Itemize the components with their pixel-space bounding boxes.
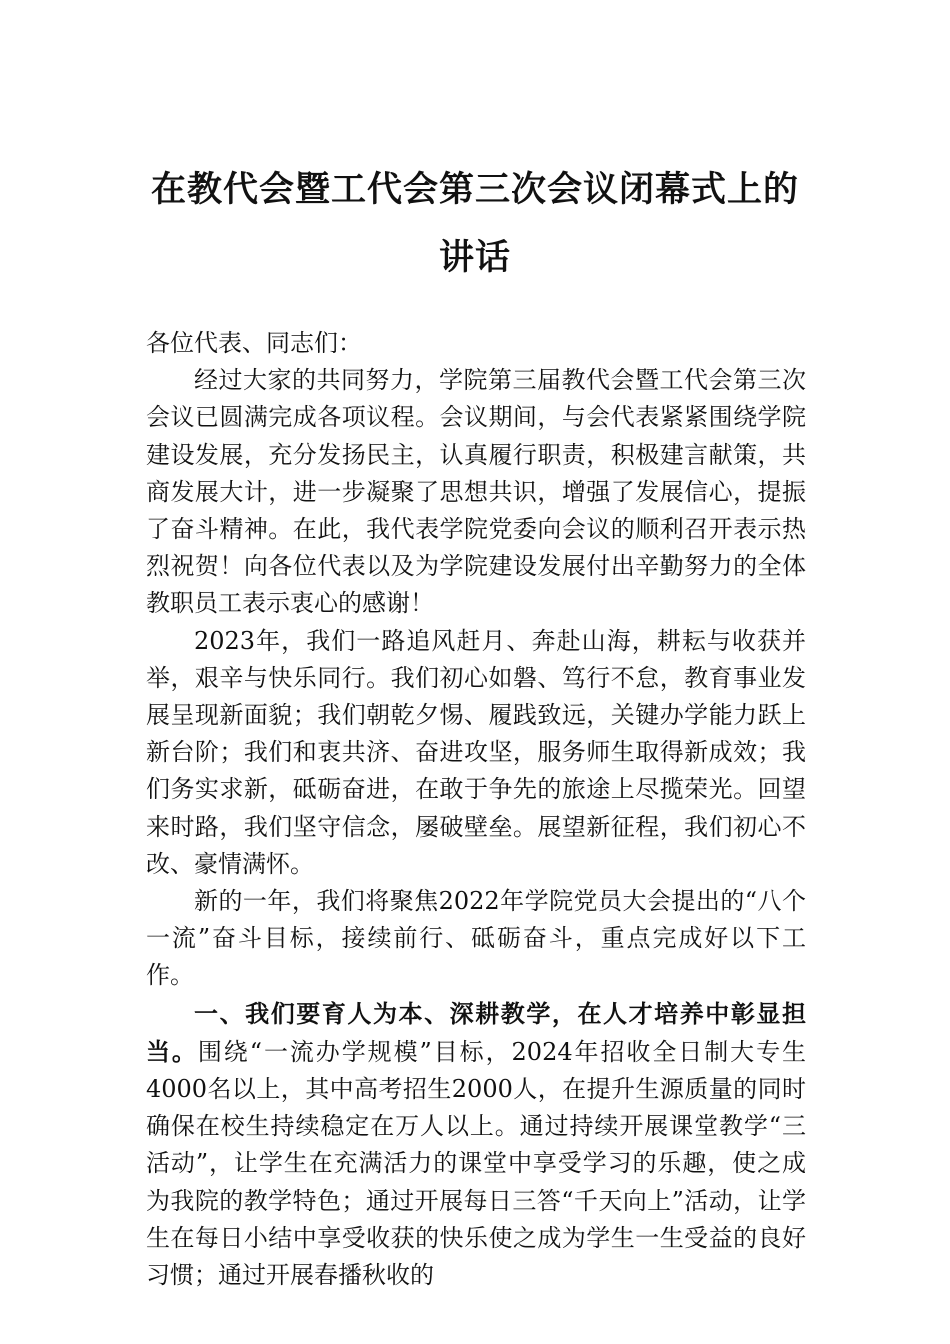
paragraph-new-year: 新的一年，我们将聚焦2022年学院党员大会提出的“八个一流”奋斗目标，接续前行、砥砺奋斗，重点完成好以下工作。 [146, 887, 806, 990]
paragraph-review-2023: 2023年，我们一路追风赶月、奔赴山海，耕耘与收获并举，艰辛与快乐同行。我们初心如磐、笃行不怠，教育事业发展呈现新面貌；我们朝乾夕惕、履践致远，关键办学能力跃上新台阶；我们和衷共济、奋进攻坚，服务师生取得新成效；我们务实求新，砥砺奋进，在敢于争先的旅途上尽揽荣光。回望来时路，我们坚守信念，屡破壁垒。展望新征程，我们初心不改、豪情满怀。 [146, 626, 806, 878]
salutation: 各位代表、同志们： [146, 329, 362, 357]
paragraph-opening: 经过大家的共同努力，学院第三届教代会暨工代会第三次会议已圆满完成各项议程。会议期间，与会代表紧紧围绕学院建设发展，充分发扬民主，认真履行职责，积极建言献策，共商发展大计，进一步凝聚了思想共识，增强了发展信心，提振了奋斗精神。在此，我代表学院党委向会议的顺利召开表示热烈祝贺！向各位代表以及为学院建设发展付出辛勤努力的全体教职员工表示衷心的感谢！ [146, 366, 806, 618]
document-body [146, 325, 806, 1294]
paragraph-section-1 [146, 995, 806, 1295]
document-title-line-2: 讲话 [438, 237, 511, 278]
section-1-text: 围绕“一流办学规模”目标，2024年招收全日制大专生4000名以上，其中高考招生2000人，在提升生源质量的同时确保在校生持续稳定在万人以上。通过持续开展课堂教学“三活动”，让学生在充满活力的课堂中享受学习的乐趣，使之成为我院的教学特色；通过开展每日三答“千天向上”活动，让学生在每日小结中享受收获的快乐使之成为学生一生受益的良好习惯；通过开展春播秋收的 [146, 1037, 807, 1290]
section-1-heading: 一、我们要育人为本、深耕教学，在人才培养中彰显担当。 [146, 998, 806, 1066]
document-title-line-1: 在教代会暨工代会第三次会议闭幕式上的 [150, 169, 799, 210]
